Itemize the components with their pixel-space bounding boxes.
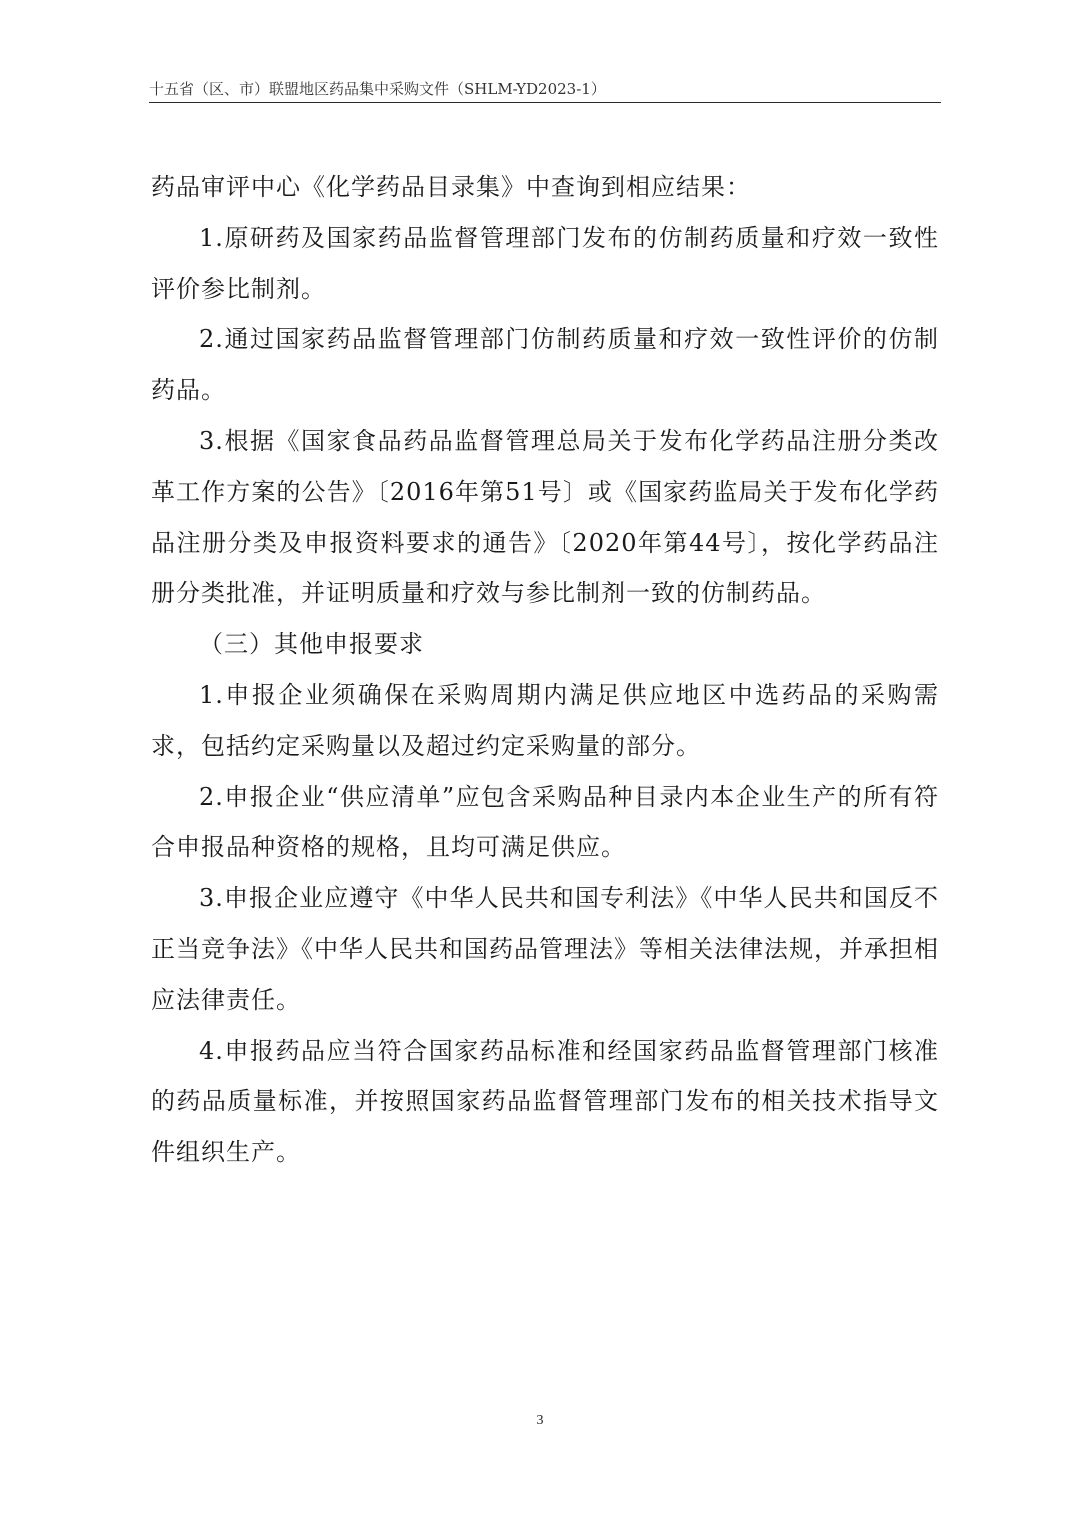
header-divider bbox=[149, 102, 941, 103]
paragraph-item-2: 2.通过国家药品监督管理部门仿制药质量和疗效一致性评价的仿制药品。 bbox=[151, 325, 939, 405]
paragraph-requirement-3: 3.申报企业应遵守《中华人民共和国专利法》《中华人民共和国反不正当竞争法》《中华人民共和国药品管理法》等相关法律法规，并承担相应法律责任。 bbox=[151, 884, 939, 1014]
paragraph-requirement-1: 1.申报企业须确保在采购周期内满足供应地区中选药品的采购需求，包括约定采购量以及超过约定采购量的部分。 bbox=[151, 680, 939, 760]
paragraph-requirement-4: 4.申报药品应当符合国家药品标准和经国家药品监督管理部门核准的药品质量标准，并按照国家药品监督管理部门发布的相关技术指导文件组织生产。 bbox=[151, 1036, 939, 1167]
paragraph-intro: 药品审评中心《化学药品目录集》中查询到相应结果： bbox=[151, 173, 751, 201]
section-heading-other-requirements: （三）其他申报要求 bbox=[199, 630, 424, 659]
document-body bbox=[151, 162, 939, 1178]
paragraph-item-1: 1.原研药及国家药品监督管理部门发布的仿制药质量和疗效一致性评价参比制剂。 bbox=[151, 223, 939, 303]
page-number: 3 bbox=[536, 1413, 544, 1428]
page-header: 十五省（区、市）联盟地区药品集中采购文件（SHLM-YD2023-1） bbox=[149, 80, 606, 98]
paragraph-requirement-2: 2.申报企业“供应清单”应包含采购品种目录内本企业生产的所有符合申报品种资格的规格，且均可满足供应。 bbox=[151, 782, 939, 862]
paragraph-item-3: 3.根据《国家食品药品监督管理总局关于发布化学药品注册分类改革工作方案的公告》〔2016年第51号〕或《国家药监局关于发布化学药品注册分类及申报资料要求的通告》〔2020年第44号〕，按化学药品注册分类批准，并证明质量和疗效与参比制剂一致的仿制药品。 bbox=[151, 426, 939, 608]
